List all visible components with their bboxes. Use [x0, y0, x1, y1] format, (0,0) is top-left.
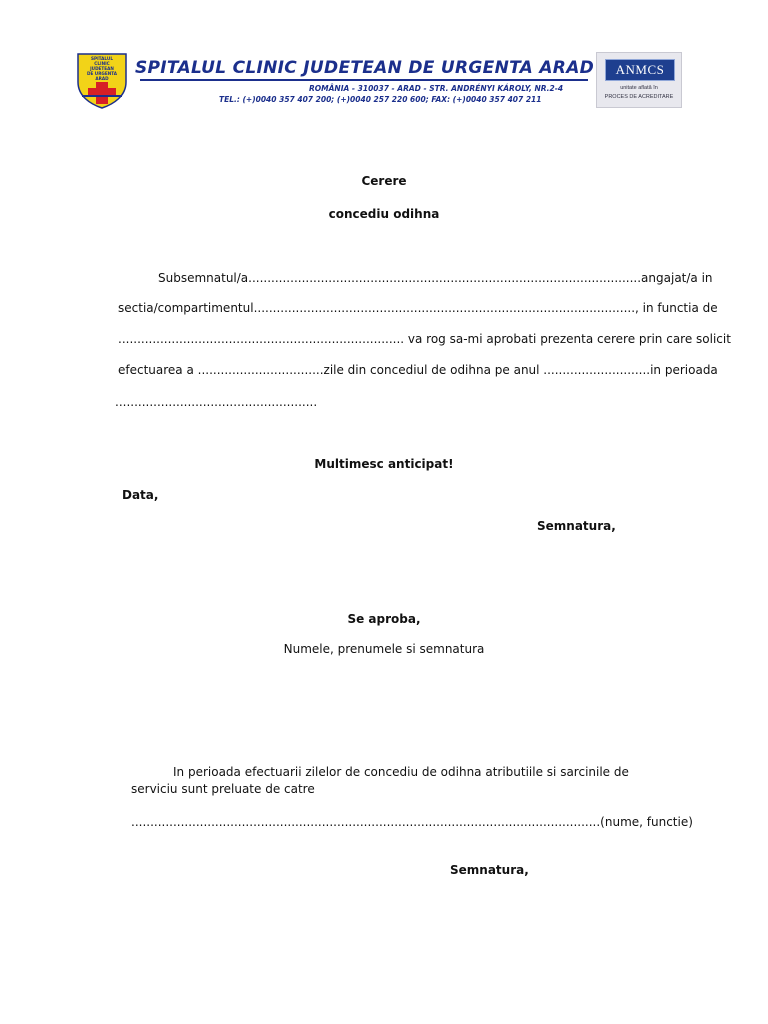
anmcs-subtitle-1: unitate aflată în [620, 85, 658, 91]
shield-text-3: JUDETEAN [90, 66, 114, 71]
shield-text-4: DE URGENTA [87, 71, 117, 76]
request-line-2: sectia/compartimentul...................................................................................................., in functia de [118, 301, 718, 315]
request-line-5: ..................................................... [115, 395, 318, 409]
hospital-shield-logo [76, 52, 128, 110]
handover-line-2: serviciu sunt preluate de catre [131, 782, 315, 796]
approver-label: Numele, prenumele si semnatura [283, 642, 485, 656]
request-line-3: ........................................................................... va rog sa-mi aprobati prezenta cerere prin care solicit [118, 332, 731, 346]
request-line-1: Subsemnatul/a.......................................................................................................angajat/a in [158, 271, 713, 285]
shield-icon [76, 52, 128, 110]
shield-text-2: CLINIC [94, 61, 110, 66]
date-label: Data, [122, 488, 159, 502]
handover-line-1: In perioada efectuarii zilelor de concediu de odihna atributiile si sarcinile de [173, 765, 629, 779]
hospital-contact: TEL.: (+)0040 357 407 200; (+)0040 257 220 600; FAX: (+)0040 357 407 211 [219, 95, 542, 104]
approval-label: Se aproba, [347, 612, 421, 626]
shield-text-5: ARAD [95, 76, 109, 81]
anmcs-logo: ANMCS [605, 59, 675, 81]
anmcs-subtitle-2: PROCES DE ACREDITARE [604, 94, 674, 100]
document-subtitle: concediu odihna [328, 207, 440, 221]
shield-text-1: SPITALUL [90, 56, 114, 61]
signature-label-2: Semnatura, [450, 863, 529, 877]
thanks-text: Multimesc anticipat! [314, 457, 454, 471]
handover-line-3: ...........................................................................................................................(nume, functie) [131, 815, 693, 829]
hospital-address: ROMÂNIA - 310037 - ARAD - STR. ANDRÉNYI KÁROLY, NR.2-4 [309, 84, 564, 93]
signature-label: Semnatura, [537, 519, 616, 533]
header-divider [140, 79, 588, 81]
anmcs-accreditation-badge [596, 52, 682, 108]
hospital-name: SPITALUL CLINIC JUDETEAN DE URGENTA ARAD [135, 58, 595, 78]
request-line-4: efectuarea a .................................zile din concediul de odihna pe anul ............................in perioada [118, 363, 718, 377]
document-title: Cerere [361, 174, 407, 188]
